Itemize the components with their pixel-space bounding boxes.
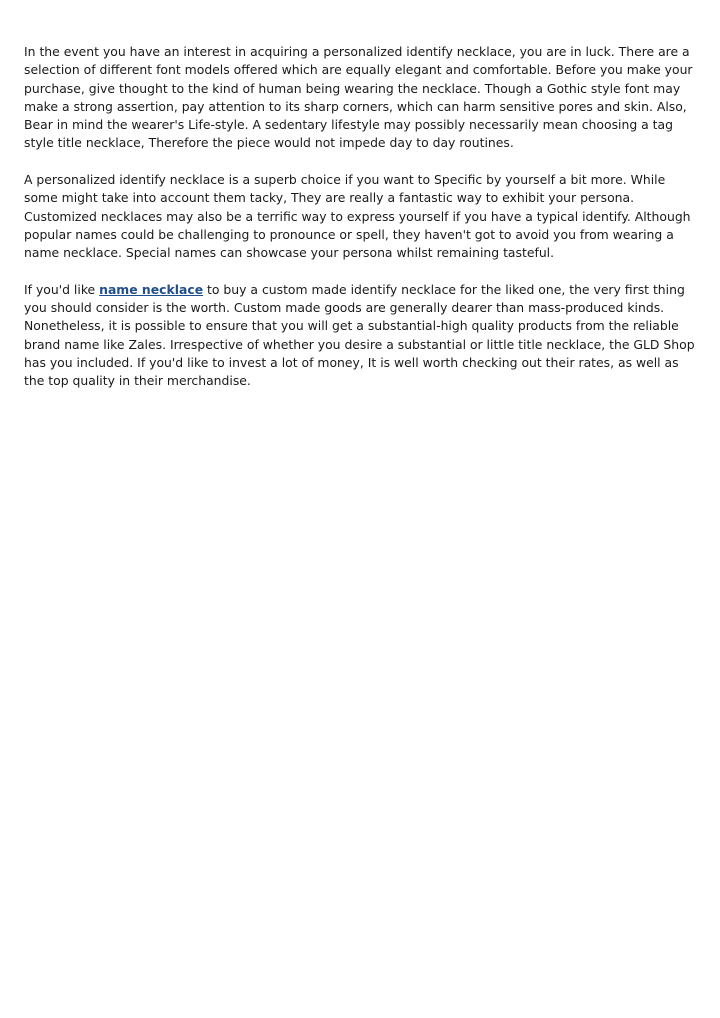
paragraph-3-body-text: to buy a custom made identify necklace for the liked one, the very first thing you should consider is the worth. Custom made goods are generally dearer than mass-produced kinds. Nonetheless, it is possible to ensure that you will get a substantial-high quality products from the reliable brand name like Zales. Irrespective of whether you desire a substantial or little title necklace, the GLD Shop has you included. If you'd like to invest a lot of money, It is well worth checking out their rates, as well as the top quality in their merchandise.	[24, 281, 695, 389]
paragraph-3	[24, 281, 700, 391]
paragraph-1: In the event you have an interest in acquiring a personalized identify necklace, you are in luck. There are a selection of different font models offered which are equally elegant and comfortable. Before you make your purchase, give thought to the kind of human being wearing the necklace. Though a Gothic style font may make a strong assertion, pay attention to its sharp corners, which can harm sensitive pores and skin. Also, Bear in mind the wearer's Life-style. A sedentary lifestyle may possibly necessarily mean choosing a tag style title necklace, Therefore the piece would not impede day to day routines.	[24, 44, 693, 151]
document-body	[24, 43, 700, 409]
paragraph-3-lead-text: If you'd like	[24, 281, 100, 297]
name-necklace-link[interactable]: name necklace	[99, 281, 204, 297]
paragraph-2: A personalized identify necklace is a superb choice if you want to Specific by yourself a bit more. While some might take into account them tacky, They are really a fantastic way to exhibit your persona. Customized necklaces may also be a terrific way to express yourself if you have a typical identify. Although popular names could be challenging to pronounce or spell, they haven't got to avoid you from wearing a name necklace. Special names can showcase your persona whilst remaining tasteful.	[24, 172, 691, 261]
